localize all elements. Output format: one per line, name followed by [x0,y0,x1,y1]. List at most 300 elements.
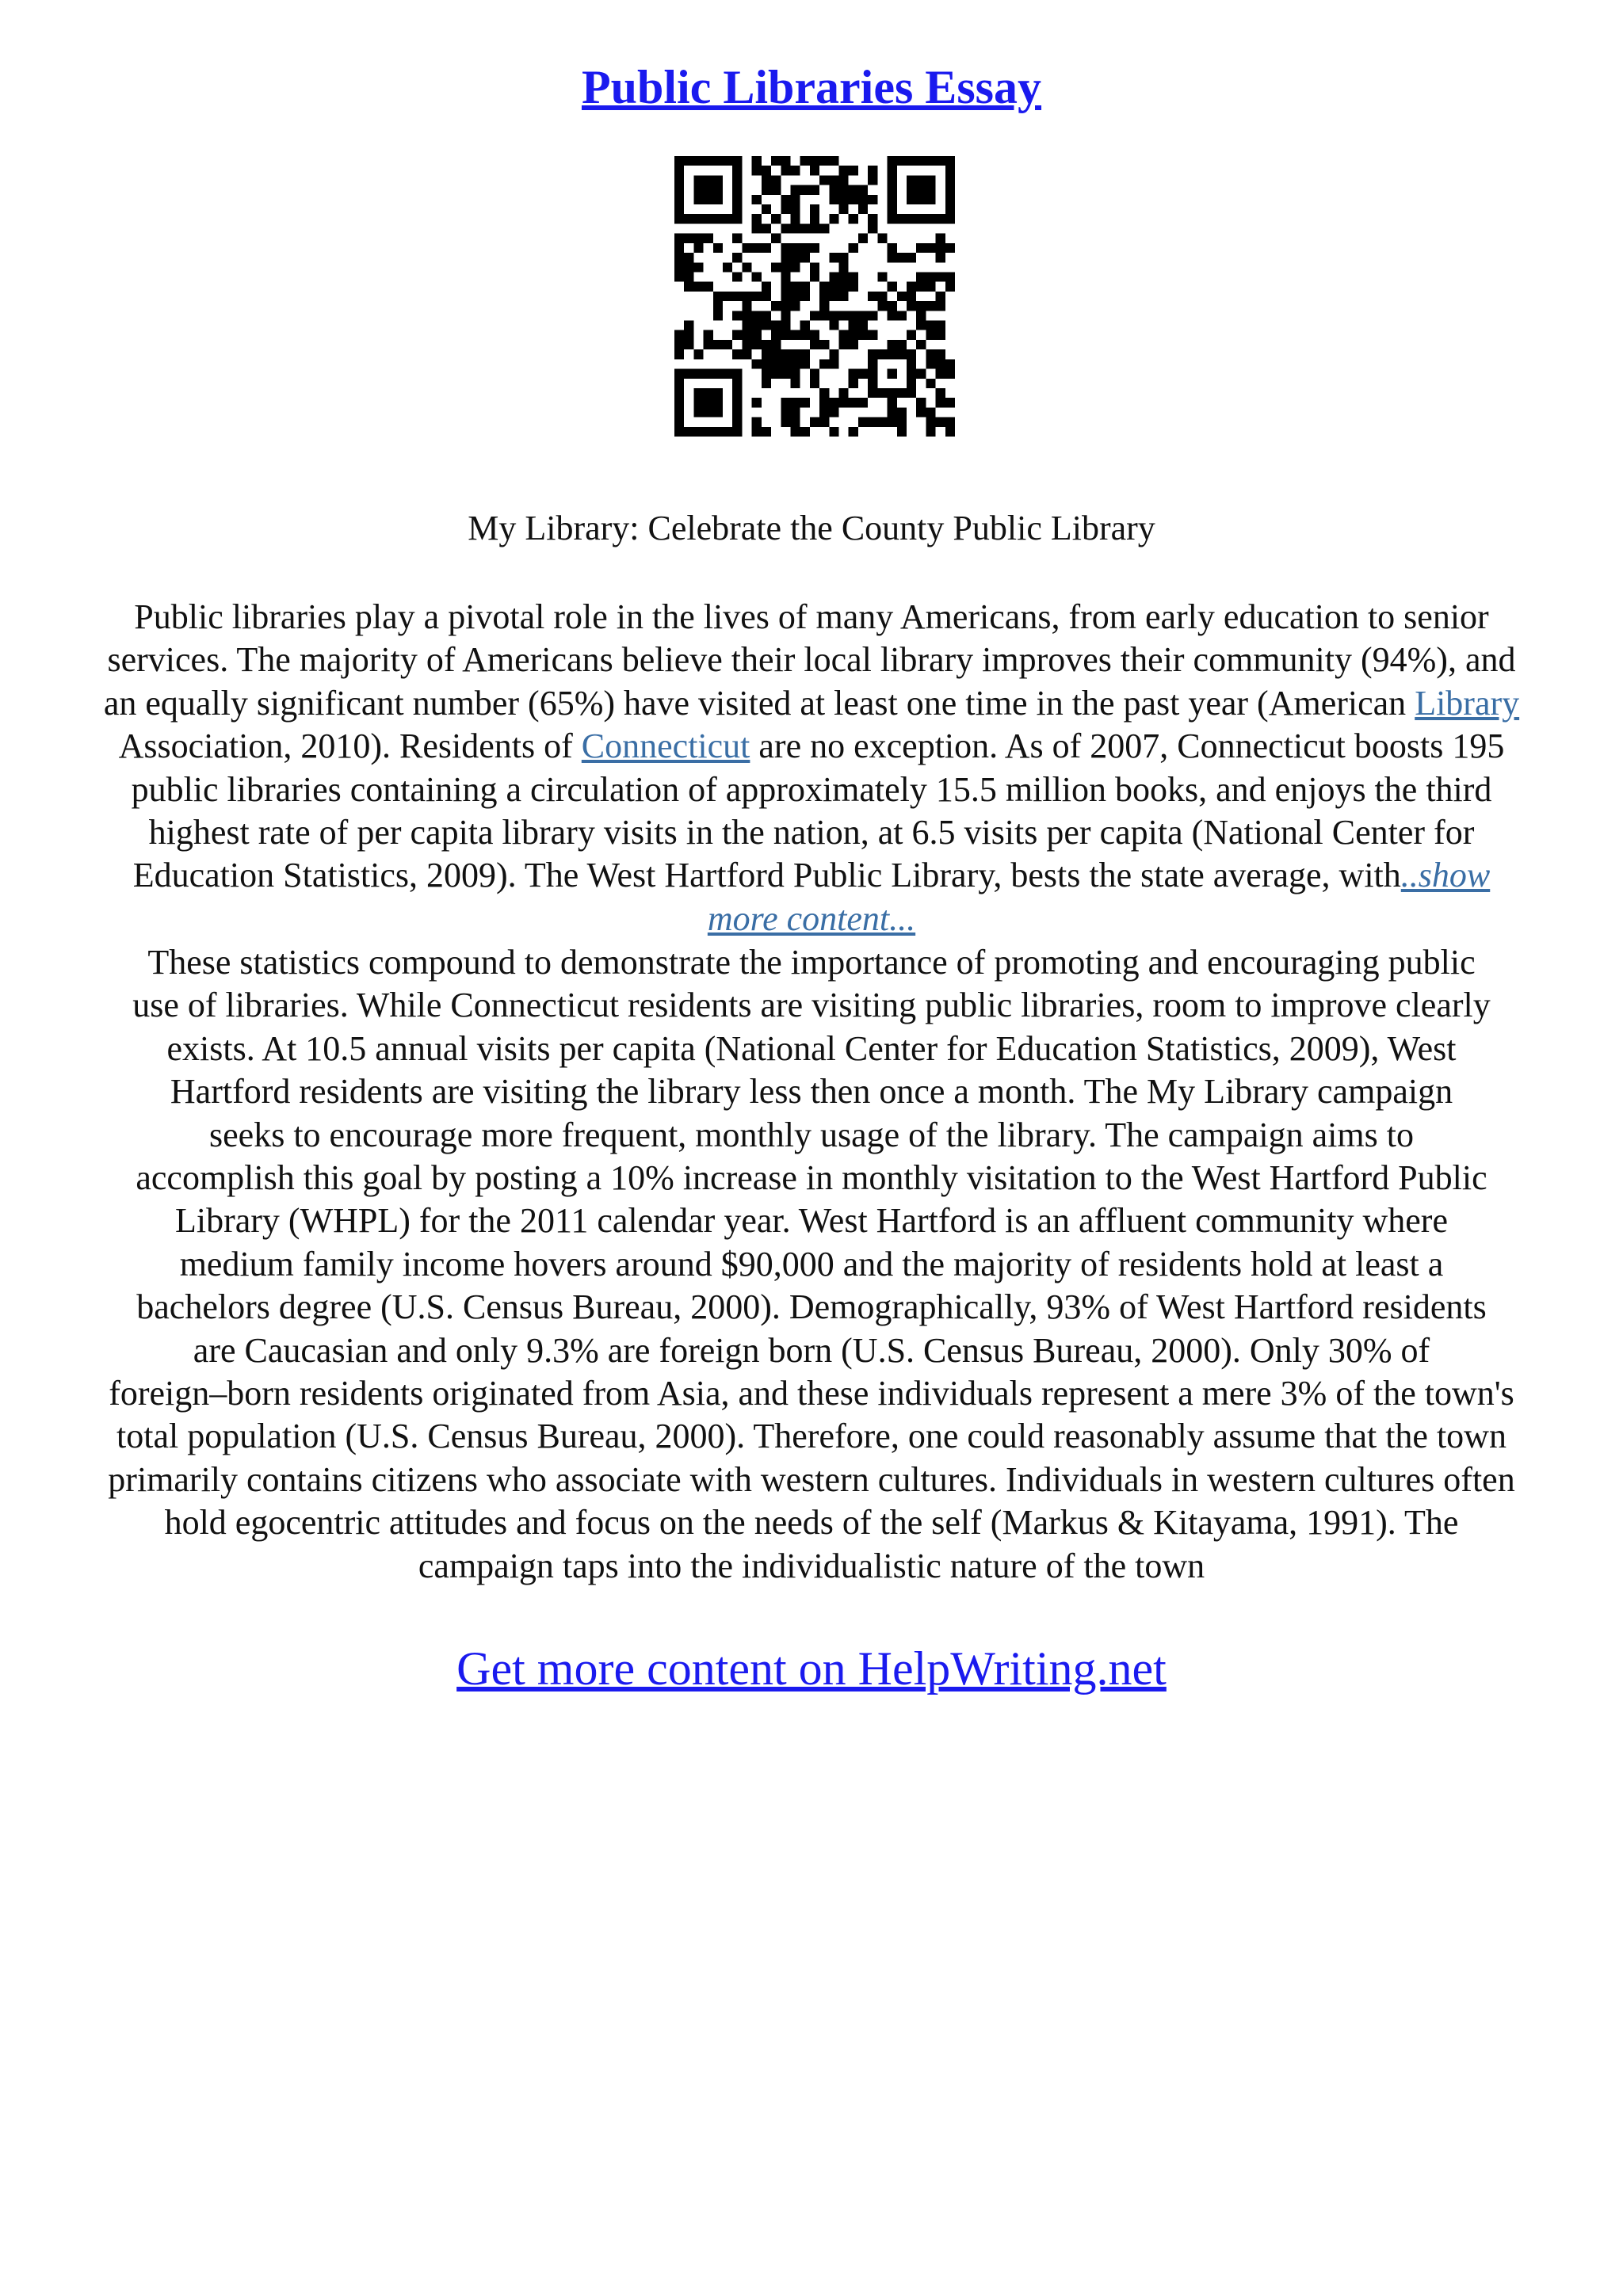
qr-module [723,427,732,437]
qr-module [674,262,684,272]
qr-module [829,185,838,195]
qr-module [790,195,800,204]
qr-module [897,388,907,398]
qr-module [858,234,868,243]
qr-module [839,253,849,262]
qr-module [771,359,781,368]
qr-module [693,398,703,407]
qr-module [888,243,897,253]
qr-module [907,330,916,340]
qr-module [849,214,858,223]
qr-module [771,301,781,311]
qr-module [781,223,790,233]
qr-module [897,311,907,320]
qr-module [819,175,829,185]
qr-module [916,321,926,330]
qr-module [713,369,723,379]
qr-module [732,253,742,262]
qr-module [907,301,916,311]
qr-module [945,398,955,407]
qr-module [897,407,907,417]
qr-module [819,418,829,427]
qr-module [829,195,838,204]
qr-module [693,185,703,195]
qr-module [800,292,810,301]
qr-module [790,398,800,407]
qr-module [723,340,732,349]
qr-module [926,175,935,185]
qr-module [752,272,762,281]
paragraph-2-line: These statistics compound to demonstrate the importance of promoting and encouraging public [147,943,1476,982]
qr-module [742,330,751,340]
qr-module [723,369,732,379]
qr-module [742,243,751,253]
qr-module [868,349,877,359]
qr-module [693,349,703,359]
paragraph-2-line: seeks to encourage more frequent, monthly usage of the library. The campaign aims to [209,1115,1414,1154]
qr-module [858,204,868,214]
qr-module [752,166,762,175]
qr-module [877,292,887,301]
qr-module [790,330,800,340]
qr-module [732,311,742,320]
qr-module [693,407,703,417]
qr-module [693,156,703,166]
qr-module [839,311,849,320]
qr-module [732,214,742,223]
qr-module [849,398,858,407]
qr-module [742,301,751,311]
qr-module [713,214,723,223]
qr-module [907,388,916,398]
qr-module [781,272,790,281]
qr-module [781,418,790,427]
qr-module [888,349,897,359]
qr-module [800,243,810,253]
qr-module [723,262,732,272]
paragraph-1-text: Education Statistics, 2009). The West Hartford Public Library, bests the state average, with [132,856,1401,895]
paragraph-1-line [57,682,1566,725]
qr-module [877,301,887,311]
qr-module [819,340,829,349]
qr-module [907,195,916,204]
qr-module [674,175,684,185]
qr-module [926,407,935,417]
qr-module [781,359,790,368]
qr-module [732,388,742,398]
qr-module [877,234,887,243]
qr-module [810,272,819,281]
qr-module [713,292,723,301]
qr-module [907,359,916,368]
qr-module [897,214,907,223]
qr-module [790,359,800,368]
qr-module [800,282,810,292]
qr-module [888,407,897,417]
qr-module [936,292,945,301]
qr-module [936,321,945,330]
qr-module [907,379,916,388]
connecticut-link[interactable]: Connecticut [581,727,750,766]
qr-module [790,166,800,175]
qr-module [945,369,955,379]
qr-module [713,195,723,204]
qr-module [781,369,790,379]
qr-module [732,195,742,204]
show-more-link[interactable]: ..show [1400,856,1491,895]
qr-module [810,214,819,223]
footer [0,1640,1623,1697]
paragraph-2-line: foreign–born residents originated from Asia, and these individuals represent a mere 3% of the town's [109,1374,1514,1413]
qr-module [674,369,684,379]
qr-module [713,427,723,437]
qr-module [829,359,838,368]
qr-module [849,311,858,320]
qr-module [762,369,771,379]
qr-module [732,272,742,281]
qr-module [858,185,868,195]
qr-module [907,369,916,379]
qr-module [790,418,800,427]
qr-module [819,156,829,166]
qr-module [916,214,926,223]
qr-module [732,156,742,166]
qr-module [732,407,742,417]
qr-module [936,398,945,407]
qr-module [693,262,703,272]
qr-module [839,262,849,272]
qr-module [916,243,926,253]
qr-module [800,330,810,340]
qr-module [684,214,693,223]
qr-module [849,185,858,195]
qr-module [732,369,742,379]
qr-module [810,340,819,349]
qr-module [674,156,684,166]
qr-module [907,282,916,292]
qr-module [732,418,742,427]
qr-module [704,234,713,243]
qr-module [762,427,771,437]
qr-module [742,349,751,359]
qr-module [790,204,800,214]
qr-module [781,398,790,407]
qr-module [916,369,926,379]
qr-module [926,418,935,427]
qr-module [771,321,781,330]
qr-module [829,427,838,437]
qr-module [762,223,771,233]
qr-module [771,156,781,166]
qr-module [888,204,897,214]
qr-module [674,243,684,253]
qr-module [693,369,703,379]
qr-module [790,379,800,388]
paragraph-2-line: total population (U.S. Census Bureau, 2000). Therefore, one could reasonably assume that the town [116,1417,1507,1456]
qr-module [723,292,732,301]
qr-module [742,262,751,272]
qr-module [723,156,732,166]
qr-module [704,185,713,195]
qr-module [732,234,742,243]
qr-module [849,321,858,330]
qr-module [936,214,945,223]
qr-module [704,388,713,398]
qr-module [693,243,703,253]
qr-module [684,330,693,340]
qr-module [704,330,713,340]
qr-module [674,388,684,398]
qr-module [800,349,810,359]
qr-module [810,185,819,195]
paragraph-1-text: Association, 2010). Residents of [118,727,582,766]
qr-module [888,311,897,320]
qr-module [877,388,887,398]
paragraph-1-line: services. The majority of Americans believe their local library improves their community (94%), and [107,640,1516,680]
qr-module [732,427,742,437]
qr-module [732,292,742,301]
qr-module [713,388,723,398]
qr-module [819,223,829,233]
qr-module [800,398,810,407]
qr-module [916,398,926,407]
qr-module [762,292,771,301]
qr-module [849,427,858,437]
qr-module [684,272,693,281]
qr-module [810,369,819,379]
qr-module [897,340,907,349]
qr-module [752,330,762,340]
qr-module [839,175,849,185]
qr-module [762,379,771,388]
qr-module [936,301,945,311]
qr-module [790,214,800,223]
paragraph-2-line: Hartford residents are visiting the library less then once a month. The My Library campaign [170,1072,1453,1112]
library-link[interactable]: Library [1415,683,1520,723]
qr-module [674,427,684,437]
qr-module [771,340,781,349]
qr-module [829,321,838,330]
qr-module [762,243,771,253]
qr-module [829,282,838,292]
qr-module [897,292,907,301]
paragraph-2-line: primarily contains citizens who associate with western cultures. Individuals in western cultures often [108,1459,1515,1499]
qr-module [752,340,762,349]
qr-code-icon [674,156,955,437]
qr-module [839,282,849,292]
qr-module [907,253,916,262]
qr-module [839,166,849,175]
qr-module [916,340,926,349]
qr-module [926,282,935,292]
qr-module [732,175,742,185]
qr-module [762,175,771,185]
qr-module [888,253,897,262]
qr-module [849,272,858,281]
qr-module [704,175,713,185]
qr-module [897,253,907,262]
qr-module [945,195,955,204]
show-more-link-continued[interactable]: more content... [707,898,916,938]
qr-module [732,166,742,175]
qr-module [888,282,897,292]
qr-module [819,282,829,292]
qr-module [752,418,762,427]
qr-module [674,185,684,195]
qr-module [810,330,819,340]
qr-module [674,204,684,214]
qr-module [858,195,868,204]
qr-module [829,175,838,185]
qr-module [945,214,955,223]
qr-module [781,282,790,292]
qr-module [762,166,771,175]
qr-module [713,340,723,349]
qr-module [897,418,907,427]
qr-module [810,166,819,175]
qr-module [790,185,800,195]
qr-module [868,195,877,204]
qr-module [752,359,762,368]
qr-module [945,175,955,185]
qr-module [829,349,838,359]
qr-module [781,262,790,272]
qr-module [858,321,868,330]
qr-module [849,340,858,349]
qr-module [752,311,762,320]
qr-module [810,311,819,320]
qr-module [907,214,916,223]
qr-module [684,340,693,349]
qr-module [684,427,693,437]
qr-module [936,388,945,398]
qr-module [781,311,790,320]
qr-module [713,301,723,311]
qr-module [936,234,945,243]
qr-module [674,195,684,204]
paragraph-2-line: bachelors degree (U.S. Census Bureau, 2000). Demographically, 93% of West Hartford residents [136,1287,1487,1327]
qr-module [868,359,877,368]
qr-module [771,175,781,185]
qr-module [742,292,751,301]
qr-module [752,243,762,253]
title-link[interactable]: Public Libraries Essay [581,61,1042,113]
qr-module [800,359,810,368]
qr-module [849,379,858,388]
qr-module [762,340,771,349]
qr-module [684,282,693,292]
qr-module [732,204,742,214]
qr-module [752,292,762,301]
paragraph-1 [57,596,1566,940]
qr-module [839,398,849,407]
paragraph-1-line: Public libraries play a pivotal role in the lives of many Americans, from early education to senior [134,597,1489,636]
qr-module [771,262,781,272]
qr-module [674,214,684,223]
footer-link[interactable]: Get more content on HelpWriting.net [456,1642,1167,1695]
qr-module [752,195,762,204]
paragraph-1-line [57,854,1566,897]
qr-module [839,204,849,214]
qr-module [674,253,684,262]
qr-module [907,185,916,195]
qr-module [926,185,935,195]
qr-module [839,195,849,204]
qr-module [713,156,723,166]
qr-module [868,292,877,301]
qr-module [945,272,955,281]
qr-module [888,388,897,398]
qr-module [790,243,800,253]
qr-module [790,292,800,301]
qr-module [829,398,838,407]
qr-module [790,223,800,233]
qr-module [781,204,790,214]
qr-module [839,330,849,340]
qr-module [926,349,935,359]
qr-module [790,407,800,417]
paragraph-1-text: are no exception. As of 2007, Connecticut boosts 195 [750,727,1505,766]
qr-module [693,427,703,437]
qr-module [829,311,838,320]
qr-module [742,340,751,349]
qr-module [790,262,800,272]
qr-module [713,185,723,195]
qr-module [771,234,781,243]
paragraph-1-text: an equally significant number (65%) have visited at least one time in the past year (American [103,683,1415,723]
qr-module [877,418,887,427]
qr-module [674,349,684,359]
paragraph-2-line: exists. At 10.5 annual visits per capita (National Center for Education Statistics, 2009), West [166,1028,1457,1068]
qr-module [868,388,877,398]
qr-module [704,214,713,223]
qr-module [810,243,819,253]
paragraph-1-line: public libraries containing a circulation of approximately 15.5 million books, and enjoys the third [131,769,1492,809]
qr-module [926,379,935,388]
qr-module [907,175,916,185]
qr-module [819,407,829,417]
qr-module [819,398,829,407]
qr-module [800,427,810,437]
qr-module [742,311,751,320]
qr-module [926,272,935,281]
qr-module [723,214,732,223]
qr-module [781,301,790,311]
qr-module [752,427,762,437]
qr-module [693,282,703,292]
qr-module [926,301,935,311]
qr-module [781,243,790,253]
qr-module [674,418,684,427]
qr-module [945,156,955,166]
qr-module [693,175,703,185]
qr-module [713,407,723,417]
qr-module [762,204,771,214]
qr-module [849,282,858,292]
qr-module [916,195,926,204]
qr-module [810,418,819,427]
qr-module [781,156,790,166]
qr-module [849,166,858,175]
qr-module [713,243,723,253]
qr-module [732,398,742,407]
qr-module [732,330,742,340]
qr-module [936,253,945,262]
qr-module [810,379,819,388]
qr-module [819,388,829,398]
qr-module [829,214,838,223]
qr-module [897,156,907,166]
